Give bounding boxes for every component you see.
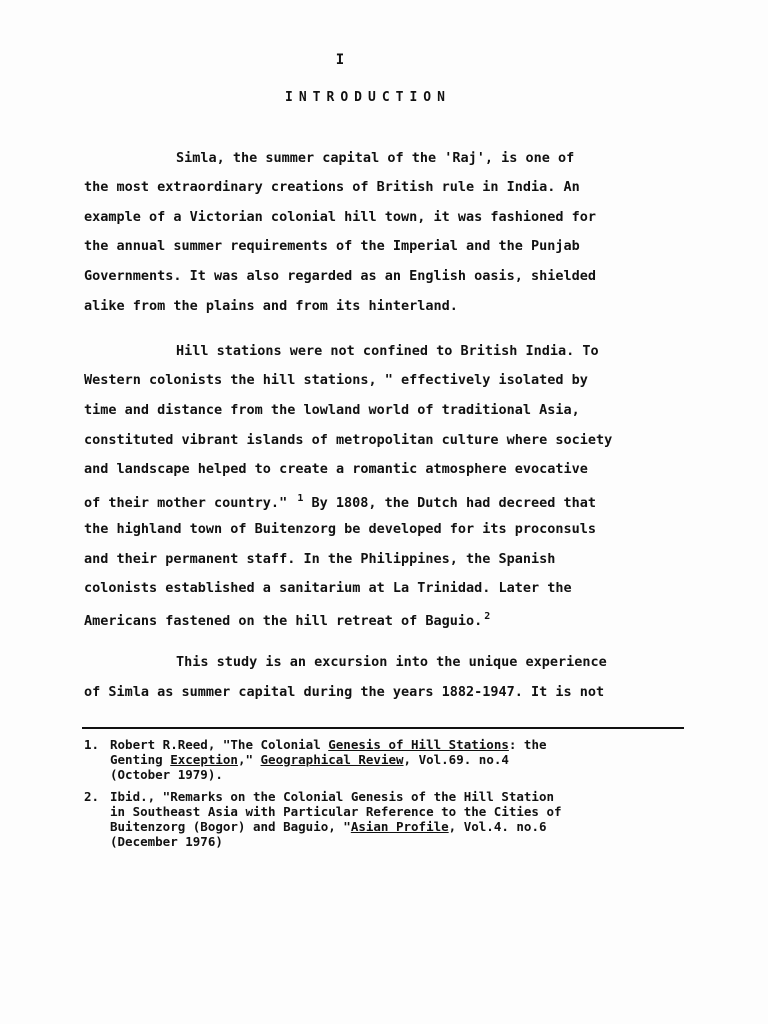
paragraph-line: and landscape helped to create a romantic atmosphere evocative (84, 461, 588, 477)
footnote-text: Exception (170, 752, 238, 767)
line-text: of their mother country." (84, 495, 288, 511)
paragraph-line: time and distance from the lowland world of traditional Asia, (84, 402, 580, 418)
paragraph-line: constituted vibrant islands of metropolitan culture where society (84, 432, 613, 448)
footnote-text: , Vol.69. no.4 (403, 752, 509, 767)
line-text: By 1808, the Dutch had decreed that (311, 495, 596, 511)
paragraph-line: alike from the plains and from its hinterland. (84, 298, 458, 314)
paragraph-line: colonists established a sanitarium at La Trinidad. Later the (84, 580, 572, 596)
footnote-ref-1: 1 (297, 493, 304, 504)
footnote-number: 1. (84, 737, 100, 752)
footnote-text: ," (237, 752, 261, 767)
footnote-divider (82, 727, 684, 729)
chapter-number: I (335, 52, 345, 68)
paragraph-line: example of a Victorian colonial hill town, it was fashioned for (84, 209, 597, 225)
line-text: Americans fastened on the hill retreat of Baguio. (84, 613, 483, 629)
footnote-1 (84, 737, 547, 782)
footnote-text: Genesis of Hill Stations (328, 737, 509, 752)
paragraph-line: the highland town of Buitenzorg be developed for its proconsuls (84, 521, 597, 537)
paragraph-line: This study is an excursion into the unique experience (176, 654, 607, 670)
paragraph-line-with-footnote (84, 490, 596, 512)
paragraph-line: and their permanent staff. In the Philippines, the Spanish (84, 551, 556, 567)
paragraph-line: of Simla as summer capital during the years 1882-1947. It is not (84, 684, 605, 700)
footnote-text: in Southeast Asia with Particular Reference to the Cities of (110, 804, 562, 819)
footnote-journal: Geographical Review (260, 752, 404, 767)
footnote-text: Ibid., "Remarks on the Colonial Genesis of the Hill Station (110, 789, 555, 804)
chapter-title: INTRODUCTION (285, 90, 451, 105)
paragraph-line-with-footnote (84, 608, 490, 630)
paragraph-line: Hill stations were not confined to British India. To (176, 343, 599, 359)
footnote-text: Buitenzorg (Bogor) and Baguio, " (110, 819, 351, 834)
footnote-text: : the (508, 737, 547, 752)
paragraph-line: the most extraordinary creations of British rule in India. An (84, 179, 580, 195)
footnote-text: , Vol.4. no.6 (448, 819, 547, 834)
paragraph-line: the annual summer requirements of the Imperial and the Punjab (84, 238, 580, 254)
footnote-ref-2: 2 (484, 611, 491, 622)
footnote-text: Robert R.Reed, "The Colonial (110, 737, 329, 752)
footnote-text: Genting (110, 752, 171, 767)
footnote-number: 2. (84, 789, 100, 804)
footnote-text: (October 1979). (110, 767, 223, 782)
paragraph-line: Simla, the summer capital of the 'Raj', is one of (176, 150, 575, 166)
footnote-text: (December 1976) (110, 834, 223, 849)
footnote-2 (84, 789, 562, 849)
paragraph-line: Governments. It was also regarded as an English oasis, shielded (84, 268, 597, 284)
paragraph-line: Western colonists the hill stations, " effectively isolated by (84, 372, 588, 388)
footnote-journal: Asian Profile (350, 819, 449, 834)
